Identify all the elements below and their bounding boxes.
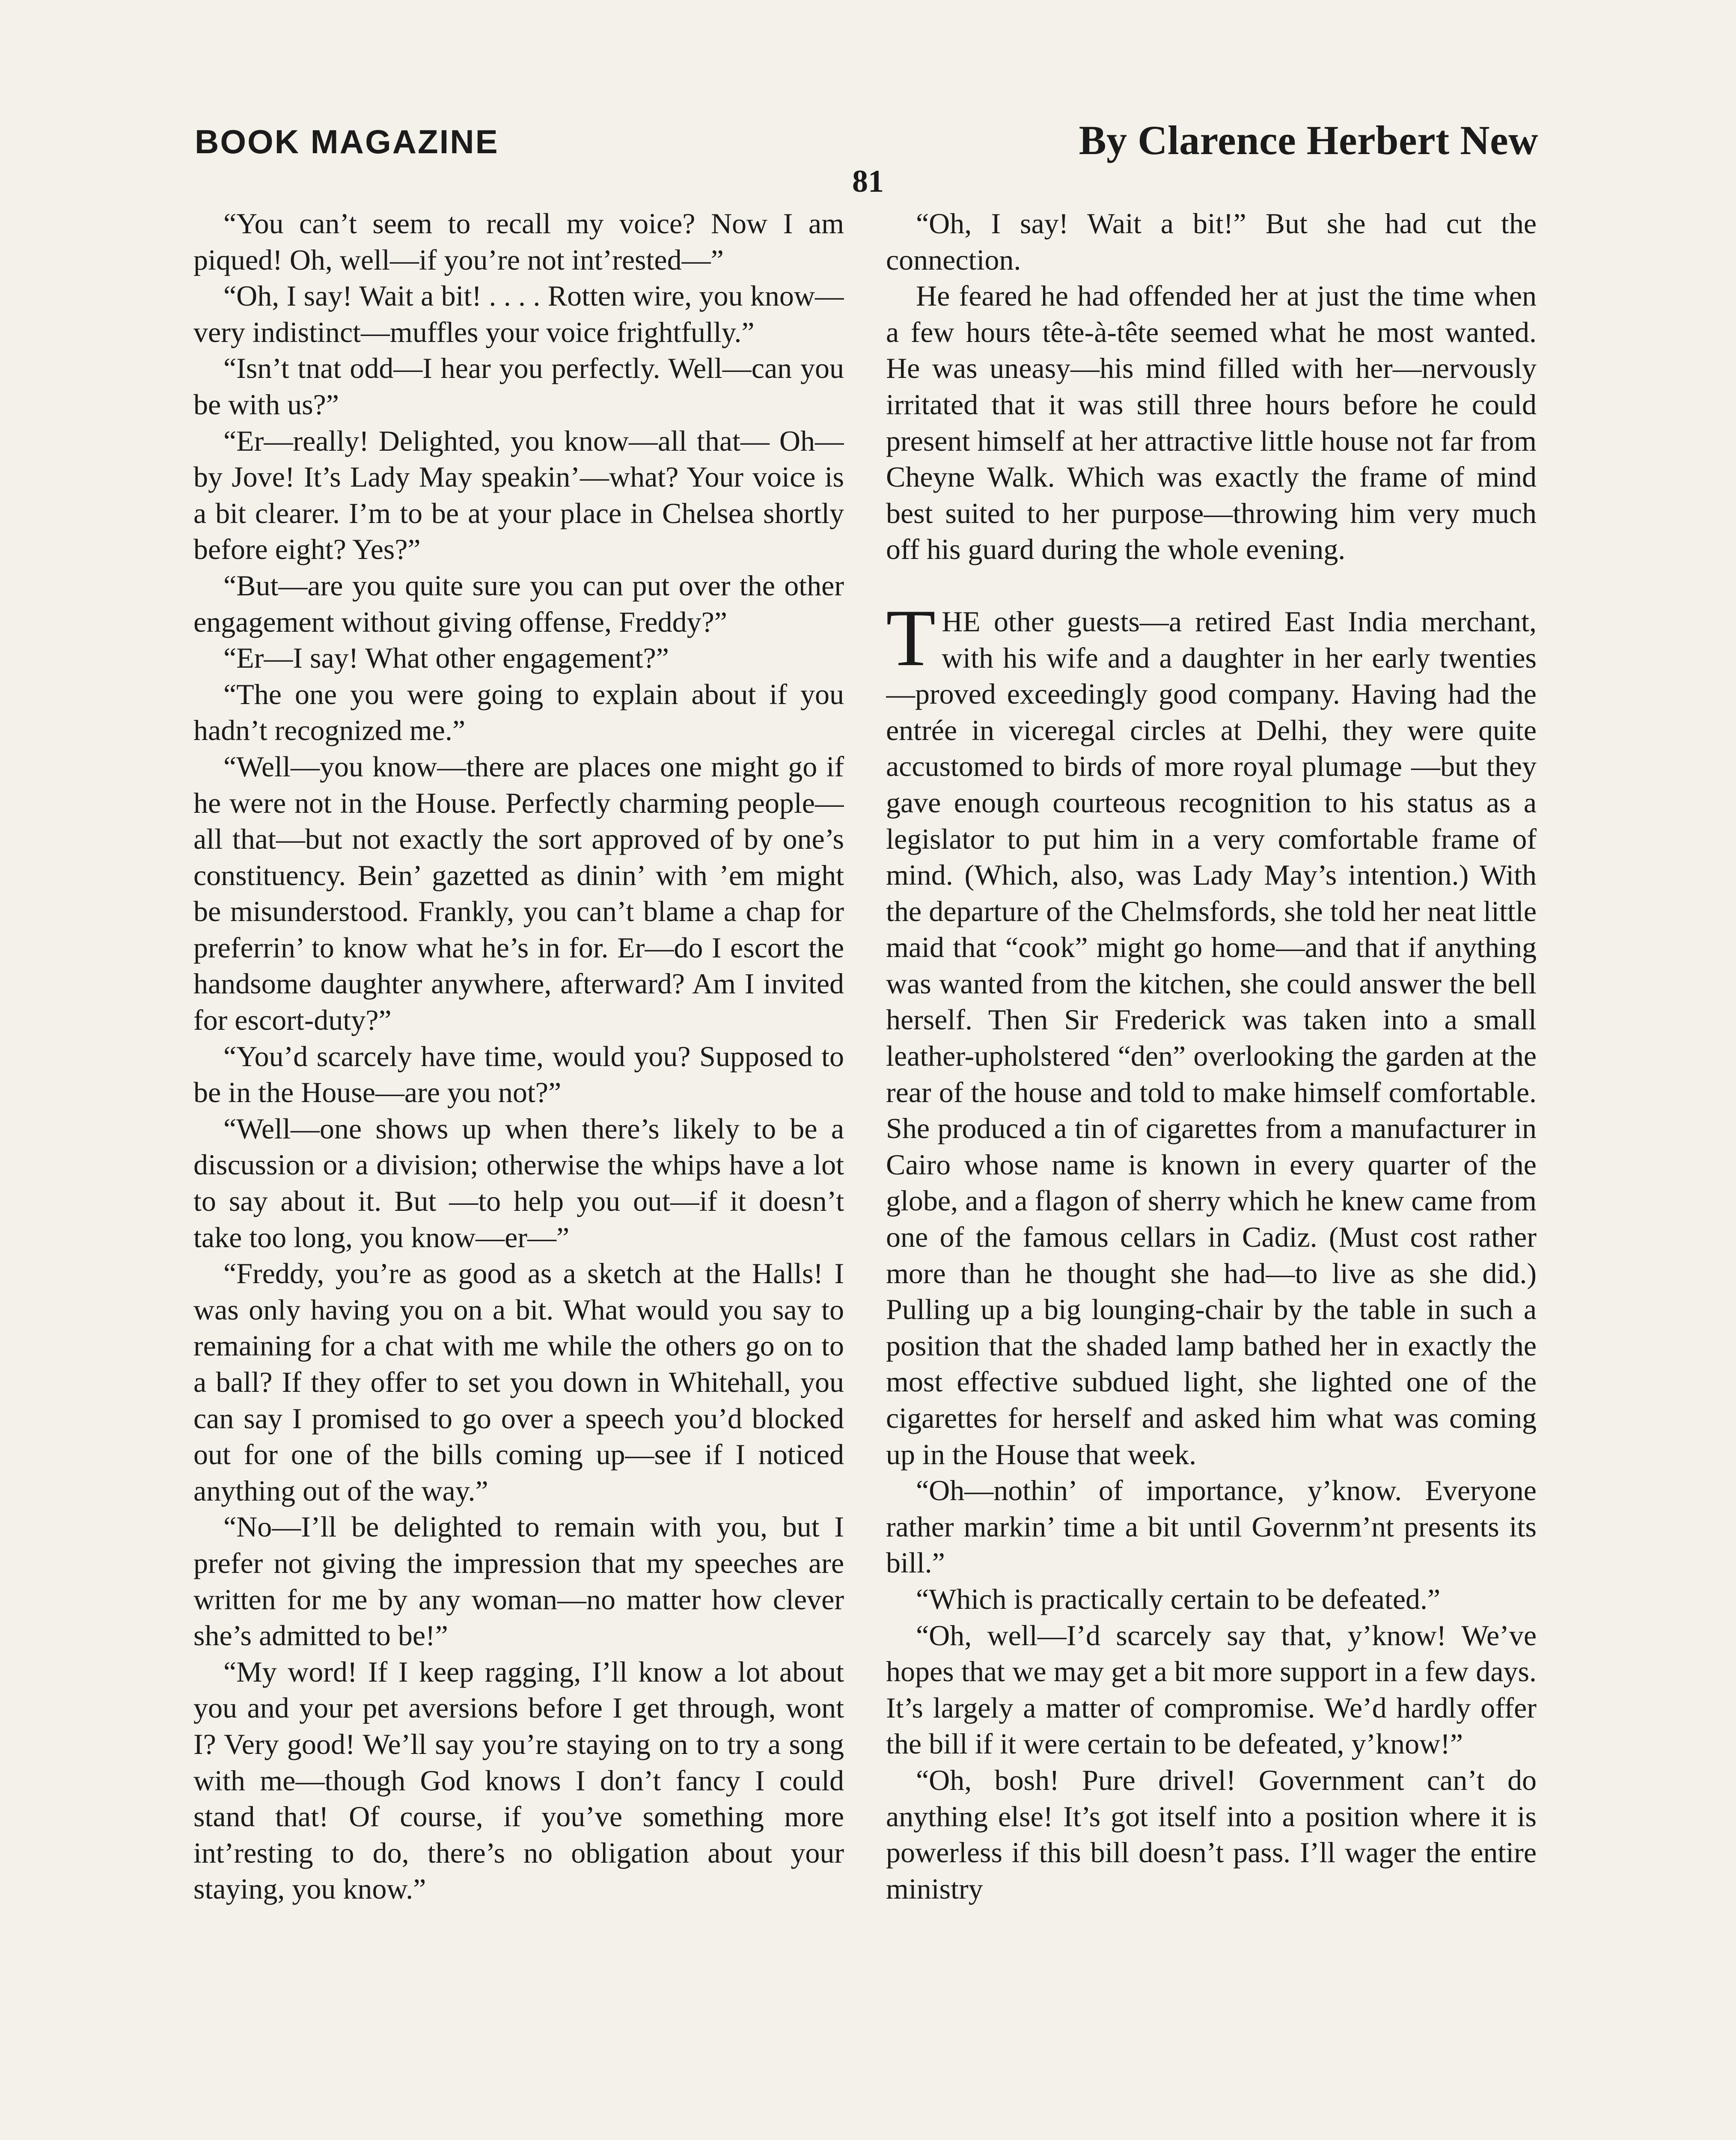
paragraph: “Freddy, you’re as good as a sketch at the Halls! I was only having you on a bit. What would you say to remaining for a chat with me while the others go on to a ball? If they offer to set you down in Whitehall, you can say I promised to go over a speech you’d blocked out for one of the bills coming up—see if I noticed anything out of the way.” xyxy=(193,1257,844,1507)
paragraph: “Oh, bosh! Pure drivel! Government can’t do anything else! It’s got itself into a position where it is powerless if this bill doesn’t pass. I’ll wager the entire ministry xyxy=(886,1763,1537,1905)
section-opening-paragraph xyxy=(886,593,1537,1472)
paragraph: “Er—really! Delighted, you know—all that— Oh—by Jove! It’s Lady May speakin’—what? Your voice is a bit clearer. I’m to be at your place in Chelsea shortly before eight? Yes?” xyxy=(193,424,844,566)
paragraph: “Isn’t tnat odd—I hear you perfectly. Well—can you be with us?” xyxy=(193,352,844,421)
page-number: 81 xyxy=(852,164,884,199)
running-head-byline: By Clarence Herbert New xyxy=(1079,117,1538,163)
paragraph: “Oh, well—I’d scarcely say that, y’know! We’ve hopes that we may get a bit more support in a few days. It’s largely a matter of compromise. We’d hardly offer the bill if it were certain to be defeated, y’know!” xyxy=(886,1619,1537,1760)
running-head-magazine: BOOK MAGAZINE xyxy=(195,123,499,160)
text-column-right xyxy=(886,205,1537,2140)
paragraph: “Oh, I say! Wait a bit! . . . . Rotten wire, you know—very indistinct—muffles your voice frightfully.” xyxy=(193,279,844,348)
paragraph: “Er—I say! What other engagement?” xyxy=(223,642,669,675)
paragraph: “Oh—nothin’ of importance, y’know. Everyone rather markin’ time a bit until Governm’nt presents its bill.” xyxy=(886,1474,1537,1579)
section-opening-text: HE other guests—a retired East India merchant, with his wife and a daughter in her early twenties—proved exceedingly good company. Having had the entrée in viceregal circles at Delhi, they were quite accustomed to birds of more royal plumage —but they gave enough courteous recognition to his status as a legislator to put him in a very comfortable frame of mind. (Which, also, was Lady May’s intention.) With the departure of the Chelmsfords, she told her neat little maid that “cook” might go home—and that if anything was wanted from the kitchen, she could answer the bell herself. Then Sir Frederick was taken into a small leather-upholstered “den” overlooking the garden at the rear of the house and told to make himself comfortable. She produced a tin of cigarettes from a manufacturer in Cairo whose name is known in every quarter of the globe, and a flagon of sherry which he knew came from one of the famous cellars in Cadiz. (Must cost rather more than he thought she had—to live as she did.) Pulling up a big lounging-chair by the table in such a position that the shaded lamp bathed her in exactly the most effective subdued light, she lighted one of the cigarettes for herself and asked him what was coming up in the House that week. xyxy=(886,605,1537,1471)
paragraph: He feared he had offended her at just the time when a few hours tête-à-tête seemed what he most wanted. He was uneasy—his mind filled with her—nervously irritated that it was still three hours before he could present himself at her attractive little house not far from Cheyne Walk. Which was exactly the frame of mind best suited to her purpose—throwing him very much off his guard during the whole evening. xyxy=(886,279,1537,566)
paragraph: “The one you were going to explain about if you hadn’t recognized me.” xyxy=(193,678,844,747)
paragraph: “Which is practically certain to be defeated.” xyxy=(916,1582,1441,1615)
paragraph: “No—I’ll be delighted to remain with you, but I prefer not giving the impression that my speeches are written for me by any woman—no matter how clever she’s admitted to be!” xyxy=(193,1510,844,1652)
text-column-left xyxy=(193,205,844,2140)
paragraph: “You’d scarcely have time, would you? Supposed to be in the House—are you not?” xyxy=(193,1040,844,1109)
paragraph: “But—are you quite sure you can put over the other engagement without giving offense, Freddy?” xyxy=(193,569,844,638)
paragraph: “You can’t seem to recall my voice? Now I am piqued! Oh, well—if you’re not int’rested—” xyxy=(193,207,844,276)
paragraph: “My word! If I keep ragging, I’ll know a lot about you and your pet aversions before I get through, wont I? Very good! We’ll say you’re staying on to try a song with me—though God knows I don’t fancy I could stand that! Of course, if you’ve something more int’resting to do, there’s no obligation about your staying, you know.” xyxy=(193,1655,844,1905)
drop-cap: T xyxy=(886,593,936,683)
paragraph: “Well—you know—there are places one might go if he were not in the House. Perfectly charming people—all that—but not exactly the sort approved of by one’s constituency. Bein’ gazetted as dinin’ with ’em might be misunderstood. Frankly, you can’t blame a chap for preferrin’ to know what he’s in for. Er—do I escort the handsome daughter anywhere, afterward? Am I invited for escort-duty?” xyxy=(193,750,844,1037)
paragraph: “Well—one shows up when there’s likely to be a discussion or a division; otherwise the whips have a lot to say about it. But —to help you out—if it doesn’t take too long, you know—er—” xyxy=(193,1112,844,1254)
paragraph: “Oh, I say! Wait a bit!” But she had cut the connection. xyxy=(886,207,1537,276)
